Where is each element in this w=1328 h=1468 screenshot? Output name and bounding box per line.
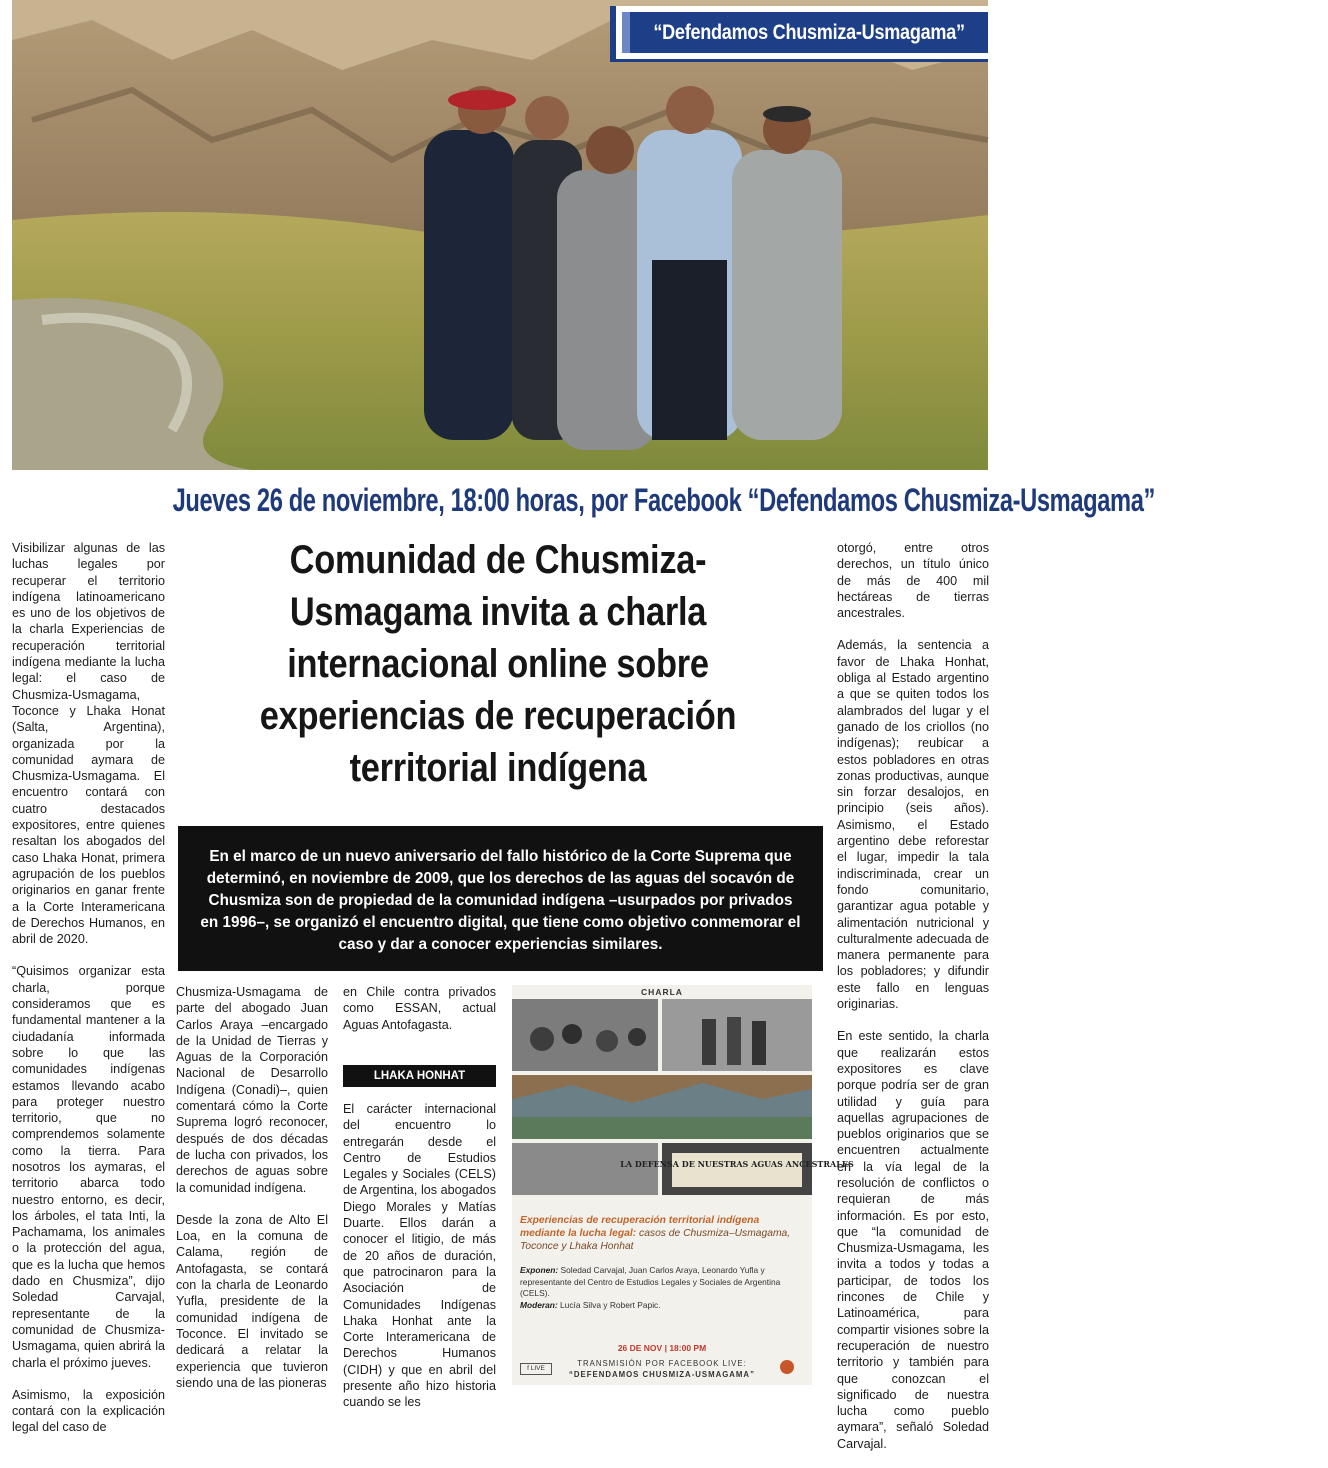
header-banner [610,6,988,62]
column-1-paragraph-1: Visibilizar algunas de las luchas legales por recuperar el territorio indígena latinoamericano es uno de los objetivos de la charla Experiencias de recuperación territorial indígena mediante la lucha legal: el caso de Chusmiza-Usmagama, Toconce y Lhaka Honat (Salta, Argentina), organizada por la comunidad aymara de Chusmiza-Usmagama. El encuentro contará con cuatro destacados expositores, entre quienes resaltan los abogados del caso Lhaka Honat, primera agrupación de los pueblos originarios en ganar frente a la Corte Interamericana de Derechos Humanos, en abril de 2020. [12,541,165,947]
column-1 [12,540,165,1452]
poster-moderators-text: Lucía Silva y Robert Papic. [560,1300,661,1310]
community-logo-icon [780,1360,794,1374]
section-label-lhaka-honhat: LHAKA HONHAT [343,1065,496,1087]
facebook-live-icon: f LIVE [520,1363,552,1375]
article-headline-text: Comunidad de Chusmiza-Usmagama invita a charla internacional online sobre experiencias de recuperación territorial indígena [259,538,737,790]
poster-title [520,1214,804,1253]
poster-photo-collage [512,999,854,1195]
column-2-paragraph-2: Desde la zona de Alto El Loa, en la comuna de Calama, región de Antofagasta, se contará con la charla de Leonardo Yufla, presidente de la comunidad indígena de Toconce. El invitado se dedicará a relatar la experiencia que tuvieron siendo una de las pioneras [176,1212,328,1390]
poster-facebook-page: “DEFENDAMOS CHUSMIZA-USMAGAMA” [569,1370,755,1379]
column-3-paragraph-2: El carácter internacional del encuentro lo entregarán desde el Centro de Estudios Legales y Sociales (CELS) de Argentina, los abogados Diego Morales y Matías Duarte. Ellos darán a conocer el litigio, de más de 20 años de duración, que patrocinaron para la Asociación de Comunidades Indígenas Lhaka Honhat ante la Corte Interamericana de Derechos Humanos (CIDH) y que en abril del presente año hizo historia cuando se les [343,1102,496,1410]
hero-photo [12,0,988,470]
poster-sign-text: LA DEFENSA DE NUESTRAS AGUAS ANCESTRALES [620,1159,854,1169]
column-4-paragraph-3: En este sentido, la charla que realizarán estos expositores es clave porque podría ser de gran utilidad y guía para aquellas agrupaciones de pueblos originarios que se encuentren actualmente en la vía legal de la resolución de conflictos o requieran de más información. Es por esto, que “la comunidad de Chusmiza-Usmagama, les invita a todos y todas a participar, de todos los rincones de Chile y Latinoamérica, para compartir visiones sobre la recuperación de nuestro territorio y también para que conozcan el significado de nuestra lucha como pueblo aymara”, señaló Soledad Carvajal. [837,1029,989,1451]
column-4-paragraph-1: otorgó, entre otros derechos, un título único de más de 400 mil hectáreas de tierras ancestrales. [837,541,989,621]
poster-moderators [520,1300,804,1310]
column-3-paragraph-1: en Chile contra privados como ESSAN, actual Aguas Antofagasta. [343,985,496,1032]
column-2 [176,984,328,1407]
column-4 [837,540,989,1468]
event-subtitle [0,482,1156,519]
column-4-paragraph-2: Además, la sentencia a favor de Lhaka Honhat, obliga al Estado argentino a que se quiten todos los alambrados del lugar y el ganado de los criollos (no indígenas); reubicar a estos pobladores en otras zonas productivas, aunque sin forzar desalojos, en principio (seis años). Asimismo, el Estado argentino debe reforestar el lugar, impedir la tala indiscriminada, crear un fondo comunitario, garantizar agua potable y alimentación nutricional y culturalmente adecuada de manera permanente para los pobladores; y difundir este fallo en lenguas originarias. [837,638,989,1012]
poster-date: 26 DE NOV | 18:00 PM [617,1343,707,1353]
poster-moderators-label: Moderan: [520,1300,558,1310]
column-3-bottom [343,1101,496,1427]
banner-text: “Defendamos Chusmiza-Usmagama” [653,20,965,44]
poster-speakers-text: Soledad Carvajal, Juan Carlos Araya, Leonardo Yufla y representante del Centro de Estudios Legales y Sociales de Argentina (CELS). [520,1265,781,1298]
poster-title-bold: Experiencias de recuperación territorial indígena mediante la lucha legal: [520,1215,760,1239]
column-1-paragraph-3: Asimismo, la exposición contará con la explicación legal del caso de [12,1387,165,1435]
article-headline [178,534,818,794]
hero-photo-illustration [12,0,988,470]
column-3-top [343,984,496,1049]
poster-title-light: casos de Chusmiza–Usmagama, Toconce y Lhaka Honhat [520,1228,791,1252]
column-1-paragraph-2: “Quisimos organizar esta charla, porque consideramos que es fundamental mantener a la ciudadanía informada sobre lo que las comunidades indígenas estamos llevando acabo para proteger nuestro territorio, que no comprendemos solamente como la tierra. Para nosotros los aymaras, el territorio abarca todo nuestro entorno, es decir, los árboles, el tata Inti, la Pachamama, los animales o la protección del agua, que es la lucha que hemos dado en Chusmiza”, dijo Soledad Carvajal, representante de la comunidad de Chusmiza-Usmagama, quien abrirá la charla el próximo jueves. [12,964,165,1370]
event-subtitle-text: Jueves 26 de noviembre, 18:00 horas, por Facebook “Defendamos Chusmiza-Usmagama” [172,482,1156,518]
poster-tag: CHARLA [641,987,683,997]
poster-speakers [520,1265,804,1300]
poster-speakers-label: Exponen: [520,1265,559,1275]
poster-transmission: TRANSMISIÓN POR FACEBOOK LIVE: [577,1359,747,1368]
event-poster [512,985,854,1385]
lead-box [178,826,823,971]
column-2-paragraph-1: Chusmiza-Usmagama de parte del abogado Juan Carlos Araya –encargado de la Unidad de Tierras y Aguas de la Corporación Nacional de Desarrollo Indígena (Conadi)–, quien comentará cómo la Corte Suprema logró reconocer, después de dos décadas de lucha con privados, los derechos de aguas sobre la comunidad indígena. [176,985,328,1195]
lead-text: En el marco de un nuevo aniversario del fallo histórico de la Corte Suprema que determinó, en noviembre de 2009, que los derechos de las aguas del socavón de Chusmiza son de propiedad de la comunidad indígena –usurpados por privados en 1996–, se organizó el encuentro digital, que tiene como objetivo conmemorar el caso y dar a conocer experiencias similares. [200,848,801,953]
